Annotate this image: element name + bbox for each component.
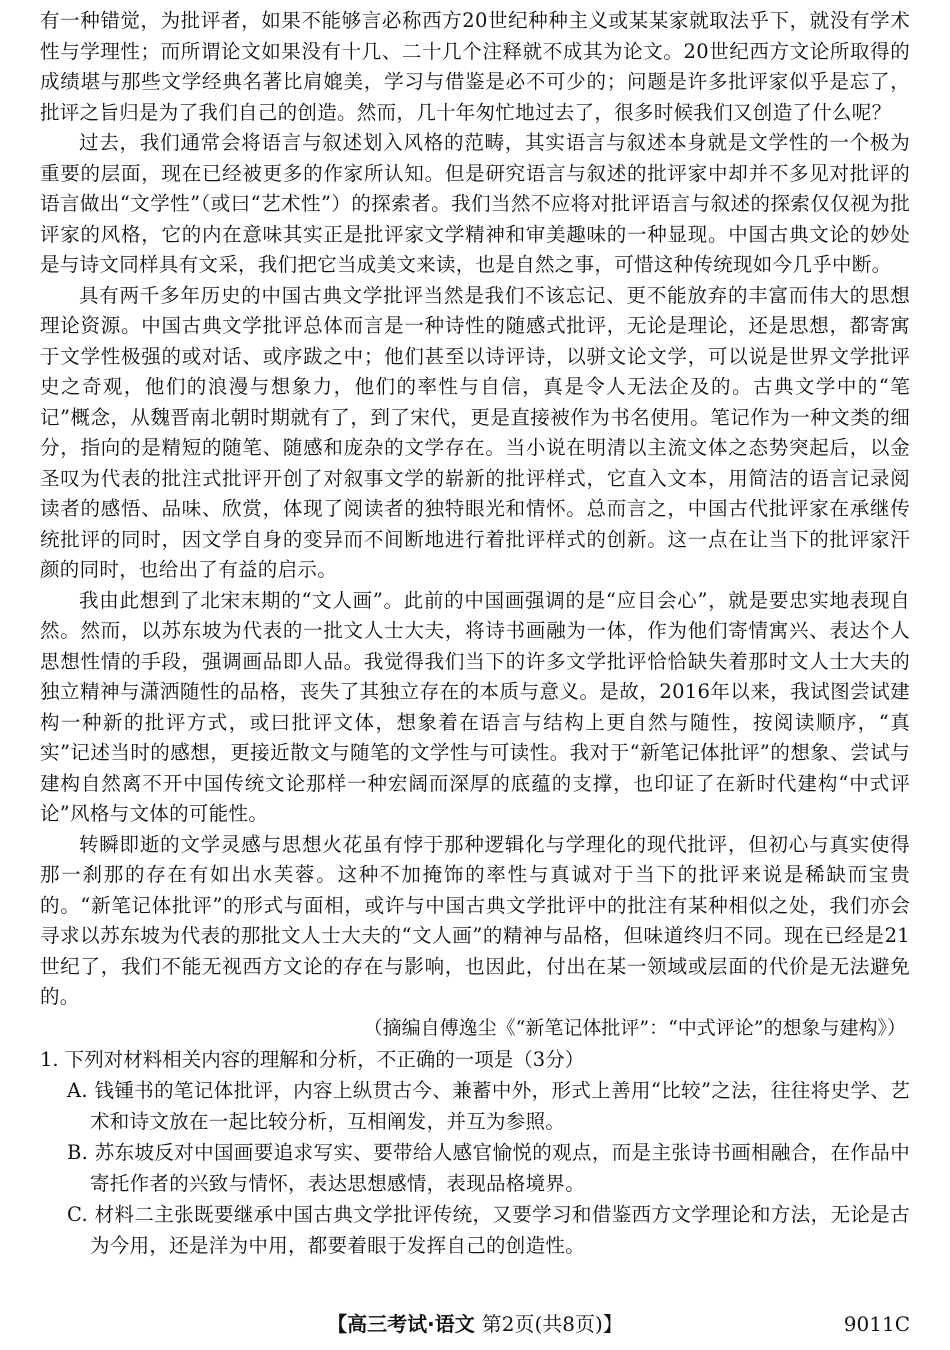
footer-exam-name: 【高三考试·语文 xyxy=(327,1312,475,1336)
paragraph-3: 具有两千多年历史的中国古典文学批评当然是我们不该忘记、更不能放弃的丰富而伟大的思想理论资源。中国古典文学批评总体而言是一种诗性的随感式批评，无论是理论，还是思想，都寄寓于文学性极强的或对话、或序跋之中；他们甚至以诗评诗，以骈文论文学，可以说是世界文学批评史之奇观，他们的浪漫与想象力，他们的率性与自信，真是令人无法企及的。古典文学中的“笔记”概念，从魏晋南北朝时期就有了，到了宋代，更是直接被作为书名使用。笔记作为一种文类的细分，指向的是精短的随笔、随感和庞杂的文学存在。当小说在明清以主流文体之态势突起后，以金圣叹为代表的批注式批评开创了对叙事文学的崭新的批评样式，它直入文本，用简洁的语言记录阅读者的感悟、品味、欣赏，体现了阅读者的独特眼光和情怀。总而言之，中国古代批评家在承继传统批评的同时，因文学自身的变异而不间断地进行着批评样式的创新。这一点在让当下的批评家汗颜的同时，也给出了有益的启示。 xyxy=(40,283,910,581)
footer-title xyxy=(0,1307,950,1341)
paragraph-5: 转瞬即逝的文学灵感与思想火花虽有悖于那种逻辑化与学理化的现代批评，但初心与真实使得那一刹那的存在有如出水芙蓉。这种不加掩饰的率性与真诚对于当下的批评来说是稀缺而宝贵的。“新笔记体批评”的形式与面相，或许与中国古典文学批评中的批注有某种相似之处，我们亦会寻求以苏东坡为代表的那批文人士大夫的“文人画”的精神与品格，但味道终归不同。现在已经是21世纪了，我们不能无视西方文论的存在与影响，也因此，付出在某一领域或层面的代价是无法避免的。 xyxy=(40,832,910,1008)
paragraph-2: 过去，我们通常会将语言与叙述划入风格的范畴，其实语言与叙述本身就是文学性的一个极为重要的层面，现在已经被更多的作家所认知。但是研究语言与叙述的批评家中却并不多见对批评的语言做出“文学性”（或曰“艺术性”）的探索者。我们当然不应将对批评语言与叙述的探索仅仅视为批评家的风格，它的内在意味其实正是批评家文学精神和审美趣味的一种显现。中国古典文论的妙处是与诗文同样具有文采，我们把它当成美文来读，也是自然之事，可惜这种传统现如今几乎中断。 xyxy=(40,131,910,276)
question-stem: 1. 下列对材料相关内容的理解和分析，不正确的一项是（3分） xyxy=(40,1047,585,1071)
option-b: B. 苏东坡反对中国画要追求写实、要带给人感官愉悦的观点，而是主张诗书画相融合，在作品中寄托作者的兴致与情怀，表达思想感情，表现品格境界。 xyxy=(67,1140,910,1195)
source-citation: （摘编自傅逸尘《“新笔记体批评”：“中式评论”的想象与建构》） xyxy=(363,1016,906,1039)
option-a: A. 钱锺书的笔记体批评，内容上纵贯古今、兼蓄中外，形式上善用“比较”之法，往往将史学、艺术和诗文放在一起比较分析，互相阐发，并互为参照。 xyxy=(67,1078,910,1133)
page-footer xyxy=(0,1307,950,1341)
option-c: C. 材料二主张既要继承中国古典文学批评传统，又要学习和借鉴西方文学理论和方法，无论是古为今用，还是洋为中用，都要着眼于发挥自己的创造性。 xyxy=(67,1202,910,1257)
article-body xyxy=(40,6,910,1044)
paragraph-4: 我由此想到了北宋末期的“文人画”。此前的中国画强调的是“应目会心”，就是要忠实地表现自然。然而，以苏东坡为代表的一批文人士大夫，将诗书画融为一体，作为他们寄情寓兴、表达个人思想性情的手段，强调画品即人品。我觉得我们当下的许多文学批评恰恰缺失着那时文人士大夫的独立精神与潇洒随性的品格，丧失了其独立存在的本质与意义。是故，2016年以来，我试图尝试建构一种新的批评方式，或曰批评文体，想象着在语言与结构上更自然与随性，按阅读顺序，“真实”记述当时的感想，更接近散文与随笔的文学性与可读性。我对于“新笔记体批评”的想象、尝试与建构自然离不开中国传统文论那样一种宏阔而深厚的底蕴的支撑，也印证了在新时代建构“中式评论”风格与文体的可能性。 xyxy=(40,588,910,825)
question-1 xyxy=(40,1044,910,1261)
paragraph-1: 有一种错觉，为批评者，如果不能够言必称西方20世纪种种主义或某某家就取法乎下，就没有学术性与学理性；而所谓论文如果没有十几、二十几个注释就不成其为论文。20世纪西方文论所取得的成绩堪与那些文学经典名著比肩媲美，学习与借鉴是必不可少的；问题是许多批评家似乎是忘了，批评之旨归是为了我们自己的创造。然而，几十年匆忙地过去了，很多时候我们又创造了什么呢？ xyxy=(40,9,910,124)
footer-paper-code: 9011C xyxy=(843,1312,910,1336)
footer-page-number: 第2页(共8页)】 xyxy=(481,1312,623,1336)
